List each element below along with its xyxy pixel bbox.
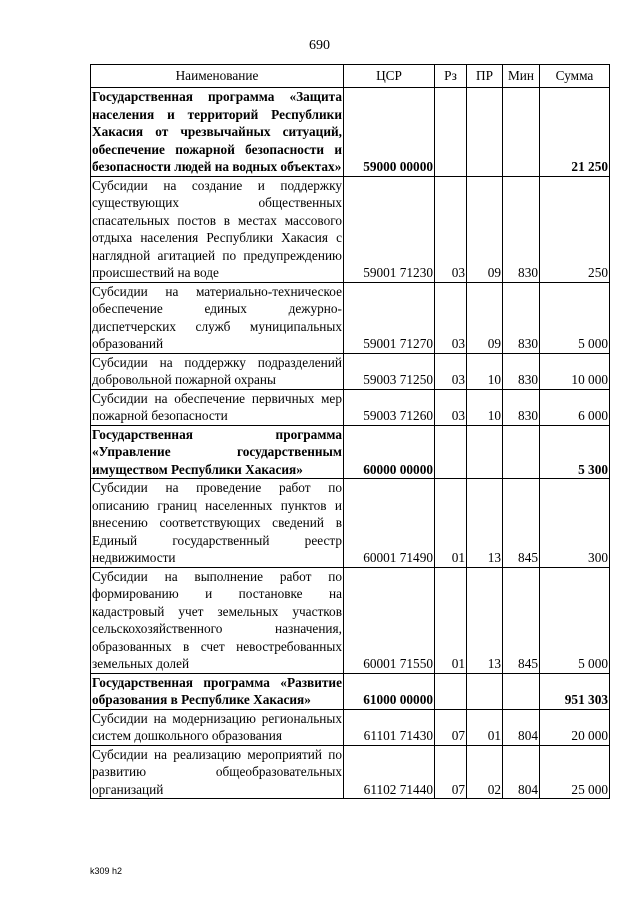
row-csr: 61102 71440	[344, 745, 435, 799]
row-name: Государственная программа «Защита населения и территорий Республики Хакасия от чрезвычайных ситуаций, обеспечение пожарной безопасности и безопасности людей на водных объектах»	[92, 89, 342, 174]
table-row-program	[91, 425, 610, 479]
row-rz: 01	[435, 479, 467, 568]
row-csr: 59001 71230	[344, 176, 435, 282]
row-sum: 951 303	[540, 673, 610, 709]
footer-code: k309 h2	[90, 866, 123, 876]
row-rz	[435, 88, 467, 177]
row-pr	[467, 673, 503, 709]
row-rz	[435, 425, 467, 479]
table-row	[91, 479, 610, 568]
table-row-program	[91, 88, 610, 177]
row-sum: 250	[540, 176, 610, 282]
row-pr: 13	[467, 479, 503, 568]
row-rz: 03	[435, 282, 467, 353]
table-row	[91, 709, 610, 745]
row-name: Субсидии на обеспечение первичных мер пожарной безопасности	[92, 390, 342, 423]
row-csr: 61101 71430	[344, 709, 435, 745]
row-name: Субсидии на создание и поддержку существующих общественных спасательных постов в местах массового отдыха населения Республики Хакасия с наглядной агитацией по предупреждению происшествий на воде	[92, 177, 342, 280]
row-sum: 5 000	[540, 282, 610, 353]
row-min: 804	[503, 745, 540, 799]
header-pr: ПР	[467, 65, 503, 88]
table-row	[91, 282, 610, 353]
row-rz: 01	[435, 567, 467, 673]
row-sum: 21 250	[540, 88, 610, 177]
row-sum: 6 000	[540, 389, 610, 425]
row-csr: 61000 00000	[344, 673, 435, 709]
row-sum: 5 000	[540, 567, 610, 673]
row-rz	[435, 673, 467, 709]
row-name: Субсидии на поддержку подразделений добровольной пожарной охраны	[92, 354, 342, 387]
row-pr	[467, 425, 503, 479]
row-name: Государственная программа «Развитие образования в Республике Хакасия»	[92, 674, 342, 707]
table-row	[91, 567, 610, 673]
row-csr: 59003 71250	[344, 353, 435, 389]
header-rz: Рз	[435, 65, 467, 88]
row-csr: 59000 00000	[344, 88, 435, 177]
table-row-program	[91, 673, 610, 709]
header-csr: ЦСР	[344, 65, 435, 88]
row-min: 830	[503, 389, 540, 425]
row-rz: 03	[435, 389, 467, 425]
row-rz: 07	[435, 745, 467, 799]
row-pr: 13	[467, 567, 503, 673]
row-sum: 10 000	[540, 353, 610, 389]
row-min	[503, 425, 540, 479]
row-min	[503, 88, 540, 177]
header-name: Наименование	[91, 65, 344, 88]
table-row	[91, 353, 610, 389]
row-min: 830	[503, 353, 540, 389]
row-name: Государственная программа «Управление государственным имуществом Республики Хакасия»	[92, 426, 342, 477]
row-sum: 300	[540, 479, 610, 568]
row-pr: 10	[467, 353, 503, 389]
row-csr: 59003 71260	[344, 389, 435, 425]
row-name: Субсидии на модернизацию региональных систем дошкольного образования	[92, 710, 342, 743]
row-pr	[467, 88, 503, 177]
row-min: 830	[503, 176, 540, 282]
row-csr: 59001 71270	[344, 282, 435, 353]
table-row	[91, 176, 610, 282]
row-name: Субсидии на реализацию мероприятий по развитию общеобразовательных организаций	[92, 746, 342, 797]
table-row	[91, 745, 610, 799]
row-rz: 07	[435, 709, 467, 745]
table-header-row	[91, 65, 610, 88]
row-csr: 60001 71490	[344, 479, 435, 568]
row-csr: 60001 71550	[344, 567, 435, 673]
row-min: 845	[503, 479, 540, 568]
row-pr: 02	[467, 745, 503, 799]
row-sum: 20 000	[540, 709, 610, 745]
row-pr: 09	[467, 176, 503, 282]
row-csr: 60000 00000	[344, 425, 435, 479]
header-sum: Сумма	[540, 65, 610, 88]
row-min: 845	[503, 567, 540, 673]
row-sum: 5 300	[540, 425, 610, 479]
page-number: 690	[309, 38, 330, 53]
row-rz: 03	[435, 176, 467, 282]
row-pr: 10	[467, 389, 503, 425]
table-row	[91, 389, 610, 425]
row-sum: 25 000	[540, 745, 610, 799]
row-name: Субсидии на выполнение работ по формированию и постановке на кадастровый учет земельных участков сельскохозяйственного назначения, образованных в счет невостребованных земельных долей	[92, 568, 342, 671]
row-min: 804	[503, 709, 540, 745]
row-pr: 09	[467, 282, 503, 353]
budget-table	[90, 64, 610, 799]
row-name: Субсидии на проведение работ по описанию границ населенных пунктов и внесению соответствующих сведений в Единый государственный реестр недвижимости	[92, 480, 342, 565]
row-pr: 01	[467, 709, 503, 745]
row-name: Субсидии на материально-техническое обеспечение единых дежурно-диспетчерских служб муниципальных образований	[92, 283, 342, 351]
row-min	[503, 673, 540, 709]
row-rz: 03	[435, 353, 467, 389]
row-min: 830	[503, 282, 540, 353]
header-min: Мин	[503, 65, 540, 88]
